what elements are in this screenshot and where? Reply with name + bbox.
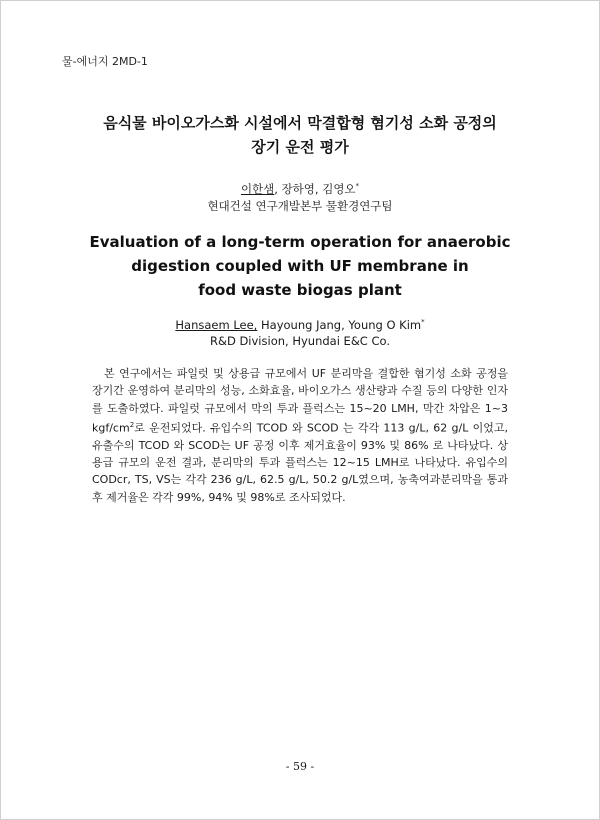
english-authors	[60, 313, 540, 334]
page-number: - 59 -	[285, 760, 315, 773]
korean-affiliation: 현대건설 연구개발본부 물환경연구팀	[207, 199, 393, 213]
abstract-text-part-2: 로 운전되었다. 유입수의 TCOD 와 SCOD 는 각각 113 g/L, 62 g/L 이었고, 유출수의 TCOD 와 SCOD는 UF 공정 이후 제거효율이 93% 및 86% 로 나타났다. 상용급 규모의 운전 결과, 분리막의 투과 플럭스는 12~15 LMH로 나타났다. 유입수의 CODcr, TS, VS는 각각 236 g/L, 62.5 g/L, 50.2 g/L였으며, 농축여과분리막을 통과 후 제거율은 각각 99%, 94% 및 98%로 조사되었다.	[92, 421, 508, 504]
session-code: 물-에너지 2MD-1	[62, 55, 148, 68]
english-title	[60, 230, 540, 302]
english-title-line-1: Evaluation of a long-term operation for anaerobic	[89, 233, 511, 251]
abstract-text-part-1: 본 연구에서는 파일럿 및 상용급 규모에서 UF 분리막을 결합한 혐기성 소화 공정을 장기간 운영하여 분리막의 성능, 소화효율, 바이오가스 생산량과 수질 등의 다양한 인자를 도출하였다. 파일럿 규모에서 막의 투과 플럭스는 15~20 LMH, 막간 차압은 1~3 kgf/cm	[92, 367, 508, 435]
corresponding-author-mark: *	[355, 182, 360, 190]
korean-co-authors: 장하영, 김영오	[281, 181, 356, 196]
english-presenting-author: Hansaem Lee,	[175, 317, 258, 332]
english-co-authors: Hayoung Jang, Young O Kim	[257, 317, 422, 332]
abstract-paragraph	[92, 365, 508, 506]
english-title-line-3: food waste biogas plant	[198, 281, 402, 299]
abstract-superscript: 2	[129, 420, 135, 429]
english-affiliation: R&D Division, Hyundai E&C Co.	[209, 334, 390, 348]
korean-authors	[60, 177, 540, 198]
korean-title-line-2: 장기 운전 평가	[251, 138, 349, 156]
english-corresponding-author-mark: *	[421, 318, 425, 326]
korean-presenting-author: 이한샘	[240, 181, 275, 196]
korean-author-separator: ,	[274, 181, 282, 196]
korean-title-line-1: 음식물 바이오가스화 시설에서 막결합형 혐기성 소화 공정의	[103, 114, 497, 132]
english-title-line-2: digestion coupled with UF membrane in	[131, 257, 469, 275]
korean-title	[60, 111, 540, 159]
